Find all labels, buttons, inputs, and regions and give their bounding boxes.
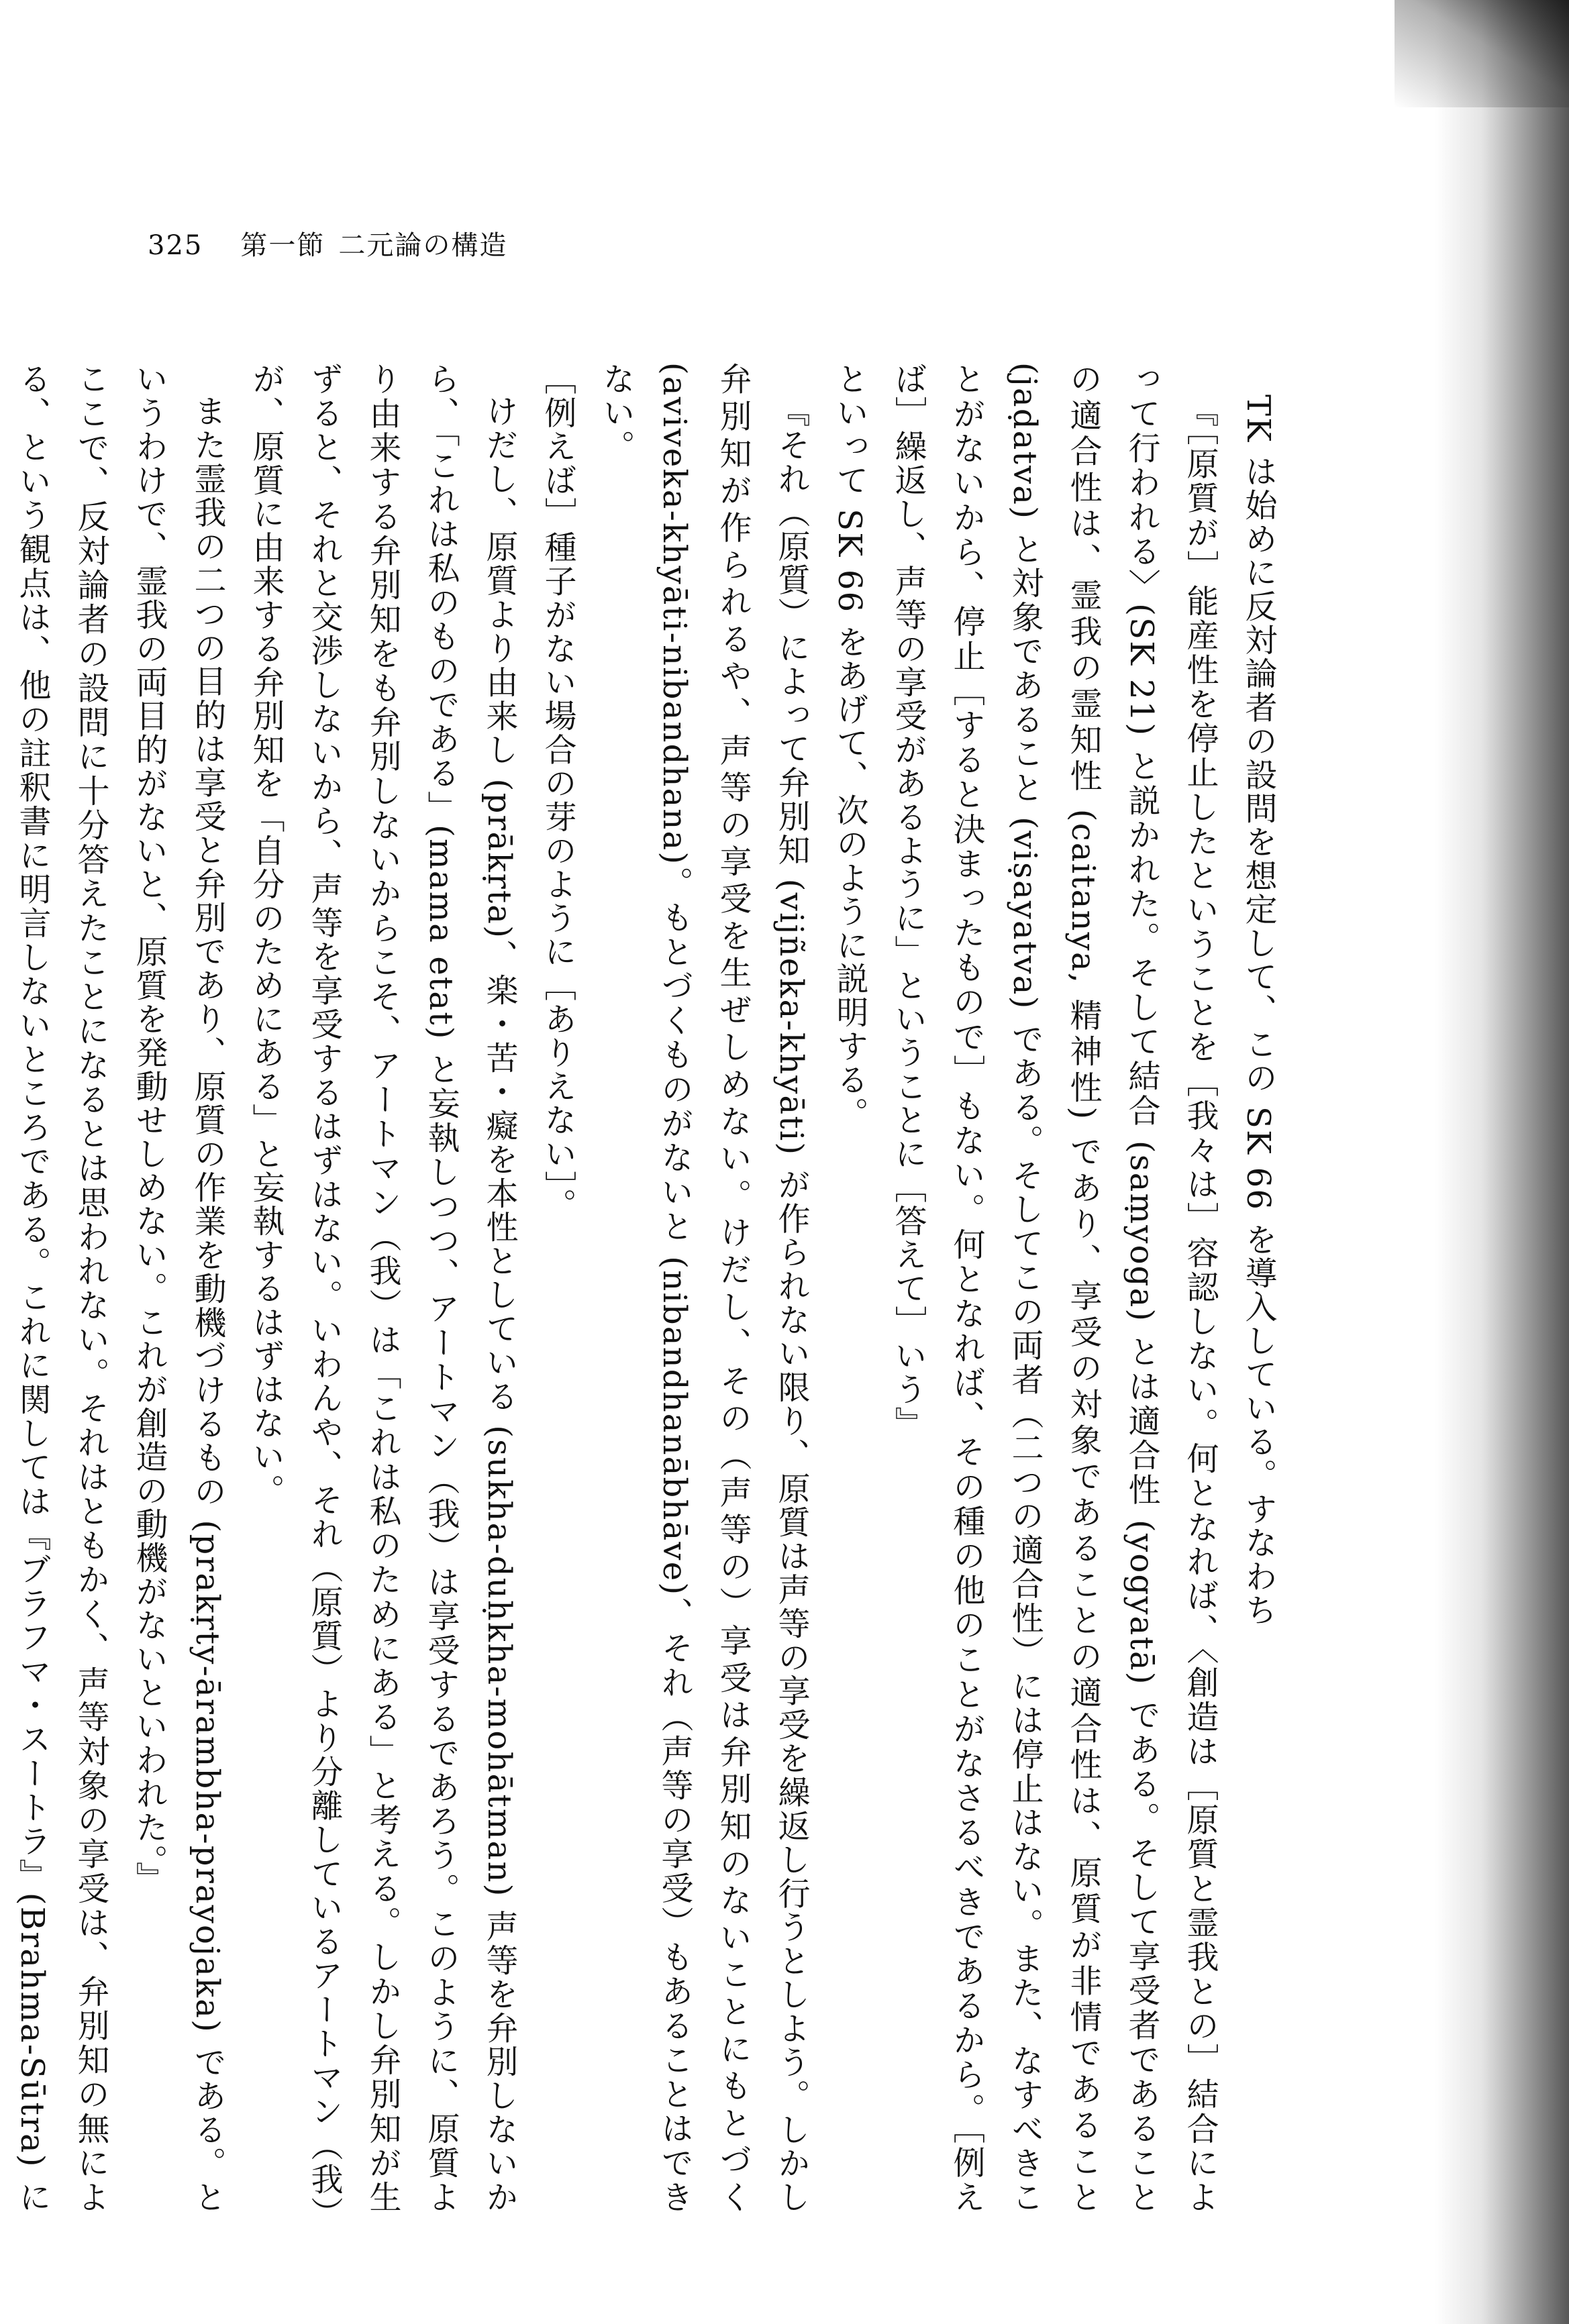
paragraph: けだし、原質より由来し (prākṛta)、楽・苦・癡を本性としている (sukha-duḥkha-mohātman) 声等を弁別しないから、「これは私のものである」(mama etat) と妄執しつつ、アートマン（我）は享受するであろう。このように、原質より由来する弁別知をも弁別しないからこそ、アートマン（我）は「これは私のためにある」と考える。しかし弁別知が生ずると、それと交渉しないから、声等を享受するはずはない。いわんや、それ（原質）より分離しているアートマン（我）が、原質に由来する弁別知を「自分のためにある」と妄執するはずはない。 [247, 362, 518, 2214]
paragraph: といって SK 66 をあげて、次のように説明する。 [831, 362, 868, 1130]
body-text [13, 362, 1287, 2214]
page-number: 325 [148, 230, 203, 261]
paragraph: ［例えば］種子がない場合の芽のように［ありえない］。 [539, 362, 576, 1222]
scan-shadow-corner [1395, 0, 1569, 107]
paragraph: ここで、反対論者の設問に十分答えたことになるとは思われない。それはともかく、声等対象の享受は、弁別知の無による、という観点は、他の註釈書に明言しないところである。これに関しては『ブラフマ・スートラ』(Brahma-Sūtra) に [13, 362, 109, 2214]
running-head [148, 224, 507, 262]
paragraph: 『［原質が］能産性を停止したということを［我々は］容認しない。何となれば、〈創造は［原質と霊我との］結合によって行われる〉(SK 21) と説かれた。そして結合 (saṃyoga) とは適合性 (yogyatā) である。そして享受者であることの適合性は、霊我の霊知性 (caitanya, 精神性) であり、享受の対象であることの適合性は、原質が非情であること (jaḍatva) と対象であること (viṣayatva) である。そしてこの両者（二つの適合性）には停止はない。また、なすべきことがないから、停止［すると決まったもので］もない。何となれば、その種の他のことがなさるべきであるから。［例えば］繰返し、声等の享受があるように」ということに［答えて］いう』 [889, 362, 1219, 2214]
paragraph: 『それ（原質）によって弁別知 (vijñeka-khyāti) が作られない限り、原質は声等の享受を繰返し行うとしよう。しかし弁別知が作られるや、声等の享受を生ぜしめない。けだし、その（声等の）享受は弁別知のないことにもとづく (aviveka-khyāti-nibandhana)。もとづくものがないと (nibandhanābhāve)、それ（声等の享受）もあることはできない。 [597, 362, 810, 2214]
section-label: 第一節 [240, 230, 325, 261]
chapter-title: 二元論の構造 [338, 230, 508, 261]
scan-shadow-edge [1435, 0, 1569, 2324]
paragraph: TK は始めに反対論者の設問を想定して、この SK 66 を導入している。すなわち [1239, 394, 1277, 1627]
paragraph: また霊我の二つの目的は享受と弁別であり、原質の作業を動機づけるもの (prakṛty-ārambha-prayojaka) である。というわけで、霊我の両目的がないと、原質を発動せしめない。これが創造の動機がないといわれた。』 [130, 362, 226, 2214]
